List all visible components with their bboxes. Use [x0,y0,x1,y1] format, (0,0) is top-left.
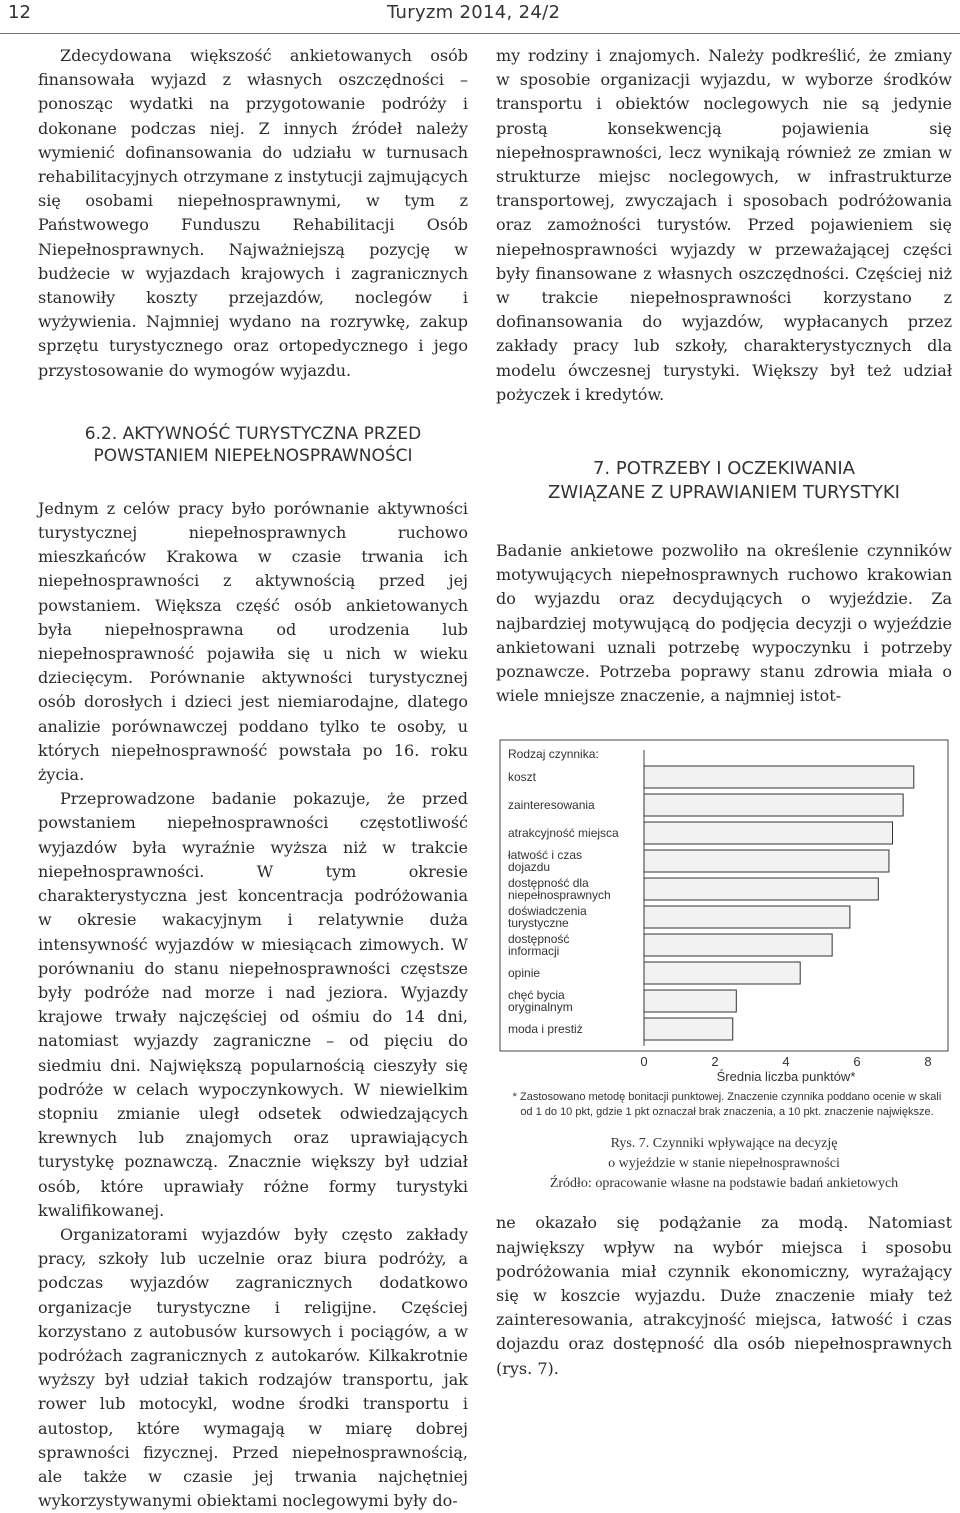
factor-bar-chart [496,736,952,1086]
note-line: od 1 do 10 pkt, gdzie 1 pkt oznaczał brak znaczenia, a 10 pkt. znaczenie największe. [520,1106,934,1119]
chart-category-label: doświadczenia [508,904,587,919]
chart-bar [644,878,878,900]
chart-category-label: oryginalnym [508,1000,573,1015]
chart-category-label: dostępność dla [508,876,589,891]
page-number: 12 [8,2,31,23]
chart-category-label: turystyczne [508,916,569,931]
chart-bar [644,794,903,816]
chart-x-tick: 0 [640,1054,648,1070]
chart-bar [644,906,850,928]
chart-category-label: dojazdu [508,860,551,875]
chart-category-label: łatwość i czas [508,848,583,863]
chart-category-label: opinie [508,966,541,981]
page-header [0,0,960,34]
paragraph: Przeprowadzone badanie pokazuje, że przed powstaniem niepełnosprawności częstotliwość wyjazdów była wyraźnie wyższa niż w trakcie niepełnosprawności. W tym okresie charakterystyczna jest koncentracja podróżowania w okresie wakacyjnym i relatywnie duża intensywność wyjazdów w miesiącach zimowych. W porównaniu do stanu niepełnosprawności częstsze były podróże nad morze i nad jeziora. Wyjazdy krajowe trwały najczęściej od ośmiu do 14 dni, natomiast wyjazdy zagraniczne – od pięciu do siedmiu dni. Największą popularnością cieszyły się podróże w celach wypoczynkowych. W niewielkim stopniu zmianie uległ odsetek odwiedzających krewnych lub znajomych oraz uprawiających turystykę poznawczą. Znacznie większy był udział osób, które uprawiały różne formy turystyki kwalifikowanej. [38,789,468,1220]
heading-line: 7. POTRZEBY I OCZEKIWANIA [592,458,855,480]
header-rule [0,33,960,34]
right-column [496,44,952,1381]
chart-bar [644,1018,733,1040]
chart-category-label: atrakcyjność miejsca [508,826,619,841]
figure-caption [496,1134,952,1194]
chart-category-label: dostępność [508,932,570,947]
heading-line: POWSTANIEM NIEPEŁNOSPRAWNOŚCI [93,445,413,466]
paragraph: Zdecydowana większość ankietowanych osób finansowała wyjazd z własnych oszczędności – ponosząc wydatki na przygotowanie podróży i dokonane podczas niej. Z innych źródeł należy wymienić dofinansowania do udziału w turnusach rehabilitacyjnych otrzymane z instytucji zajmujących się osobami niepełnosprawnymi, w tym z Państwowego Funduszu Rehabilitacji Osób Niepełnosprawnych. Najważniejszą pozycję w budżecie w wyjazdach krajowych i zagranicznych stanowiły koszty przejazdów, noclegów i wyżywienia. Najmniej wydano na rozrywkę, zakup sprzętu turystycznego oraz ortopedycznego i jego przystosowanie do wymogów wyjazdu. [38,46,468,380]
chart-category-label: chęć bycia [508,988,565,1003]
caption-line: Rys. 7. Czynniki wpływające na decyzję [610,1136,838,1152]
note-line: * Zastosowano metodę bonitacji punktowej. Znaczenie czynnika poddano ocenie w skali [512,1091,942,1104]
paragraph: Jednym z celów pracy było porównanie aktywności turystycznej niepełnosprawnych ruchowo mieszkańców Krakowa w czasie trwania ich niepełnosprawności z aktywnością przed jej powstaniem. Większa część osób ankietowanych była niepełnosprawna od urodzenia lub niepełnosprawność pojawiła się u nich w wieku dziecięcym. Porównanie aktywności turystycznej osób dorosłych i dzieci jest niemiarodajne, dlatego analizie porównawczej poddano tylko te osoby, u których niepełnosprawność powstała po 16. roku życia. [38,498,468,785]
heading-line: 6.2. AKTYWNOŚĆ TURYSTYCZNA PRZED [84,423,422,444]
caption-source: Źródło: opracowanie własne na podstawie badań ankietowych [549,1176,899,1192]
chart-x-label: Średnia liczba punktów* [716,1069,856,1085]
chart-x-tick: 8 [924,1054,932,1070]
chart-bar [644,934,832,956]
chart-category-label: informacji [508,944,560,959]
section-heading-7 [496,457,952,505]
chart-category-label: koszt [508,770,537,785]
chart-bar [644,766,914,788]
paragraph: ne okazało się podążanie za modą. Natomiast największy wpływ na wybór miejsca i sposobu podróżowania miał czynnik ekonomiczny, wyrażający się w koszcie wyjazdu. Duże znaczenie miały też zainteresowania, atrakcyjność miejsca, łatwość i czas dojazdu oraz dostępność dla osób niepełnosprawnych (rys. 7). [496,1213,952,1378]
figure-7 [496,736,952,1211]
caption-line: o wyjeździe w stanie niepełnosprawności [608,1156,840,1172]
chart-x-tick: 2 [711,1054,719,1070]
chart-bar [644,822,893,844]
chart-category-header: Rodzaj czynnika: [508,747,599,762]
paragraph: Organizatorami wyjazdów były często zakłady pracy, szkoły lub uczelnie oraz biura podróży, a podczas wyjazdów zagranicznych dodatkowo organizacje turystyczne i religijne. Częściej korzystano z autobusów kursowych i pociągów, a w podróżach zagranicznych z autokarów. Kilkakrotnie wyższy był udział takich rodzajów transportu, jak rower lub motocykl, wodne środki transportu i autostop, które wymagają w miarę dobrej sprawności fizycznej. Przed niepełnosprawnością, ale także w czasie jej trwania najchętniej wykorzystywanymi obiektami noclegowymi były do- [38,1224,468,1511]
left-column [38,44,468,1513]
figure-note [502,1090,952,1120]
chart-category-label: zainteresowania [508,798,595,813]
section-heading-6-2 [38,423,468,467]
heading-line: ZWIĄZANE Z UPRAWIANIEM TURYSTYKI [547,482,900,504]
chart-category-label: moda i prestiż [508,1022,583,1037]
chart-x-tick: 4 [782,1054,790,1070]
paragraph: my rodziny i znajomych. Należy podkreślić, że zmiany w sposobie organizacji wyjazdu, w wyborze środków transportu i obiektów noclegowych nie są jedynie prostą konsekwencją pojawienia się niepełnosprawności, lecz wynikają również ze zmian w strukturze miejsc noclegowych, w infrastrukturze transportowej, zwyczajach i sposobach podróżowania oraz zamożności turystów. Przed pojawieniem się niepełnosprawności wyjazdy w przeważającej części były finansowane z własnych oszczędności. Częściej niż w trakcie niepełnosprawności korzystano z dofinansowania do wyjazdów, wypłacanych przez zakłady pracy lub szkoły, charakterystycznych dla modelu ówczesnej turystyki. Większy był też udział pożyczek i kredytów. [496,46,952,404]
journal-title: Turyzm 2014, 24/2 [387,2,561,23]
chart-bar [644,962,800,984]
chart-category-label: niepełnosprawnych [508,888,611,903]
chart-bar [644,990,736,1012]
chart-x-tick: 6 [853,1054,861,1070]
paragraph: Badanie ankietowe pozwoliło na określenie czynników motywujących niepełnosprawnych ruchowo krakowian do wyjazdu oraz decydujących o wyjeździe. Za najbardziej motywującą do podjęcia decyzji o wyjeździe ankietowani uznali potrzebę wypoczynku i potrzeby poznawcze. Potrzeba poprawy stanu zdrowia miała o wiele mniejsze znaczenie, a najmniej istot- [496,541,952,706]
chart-bar [644,850,889,872]
